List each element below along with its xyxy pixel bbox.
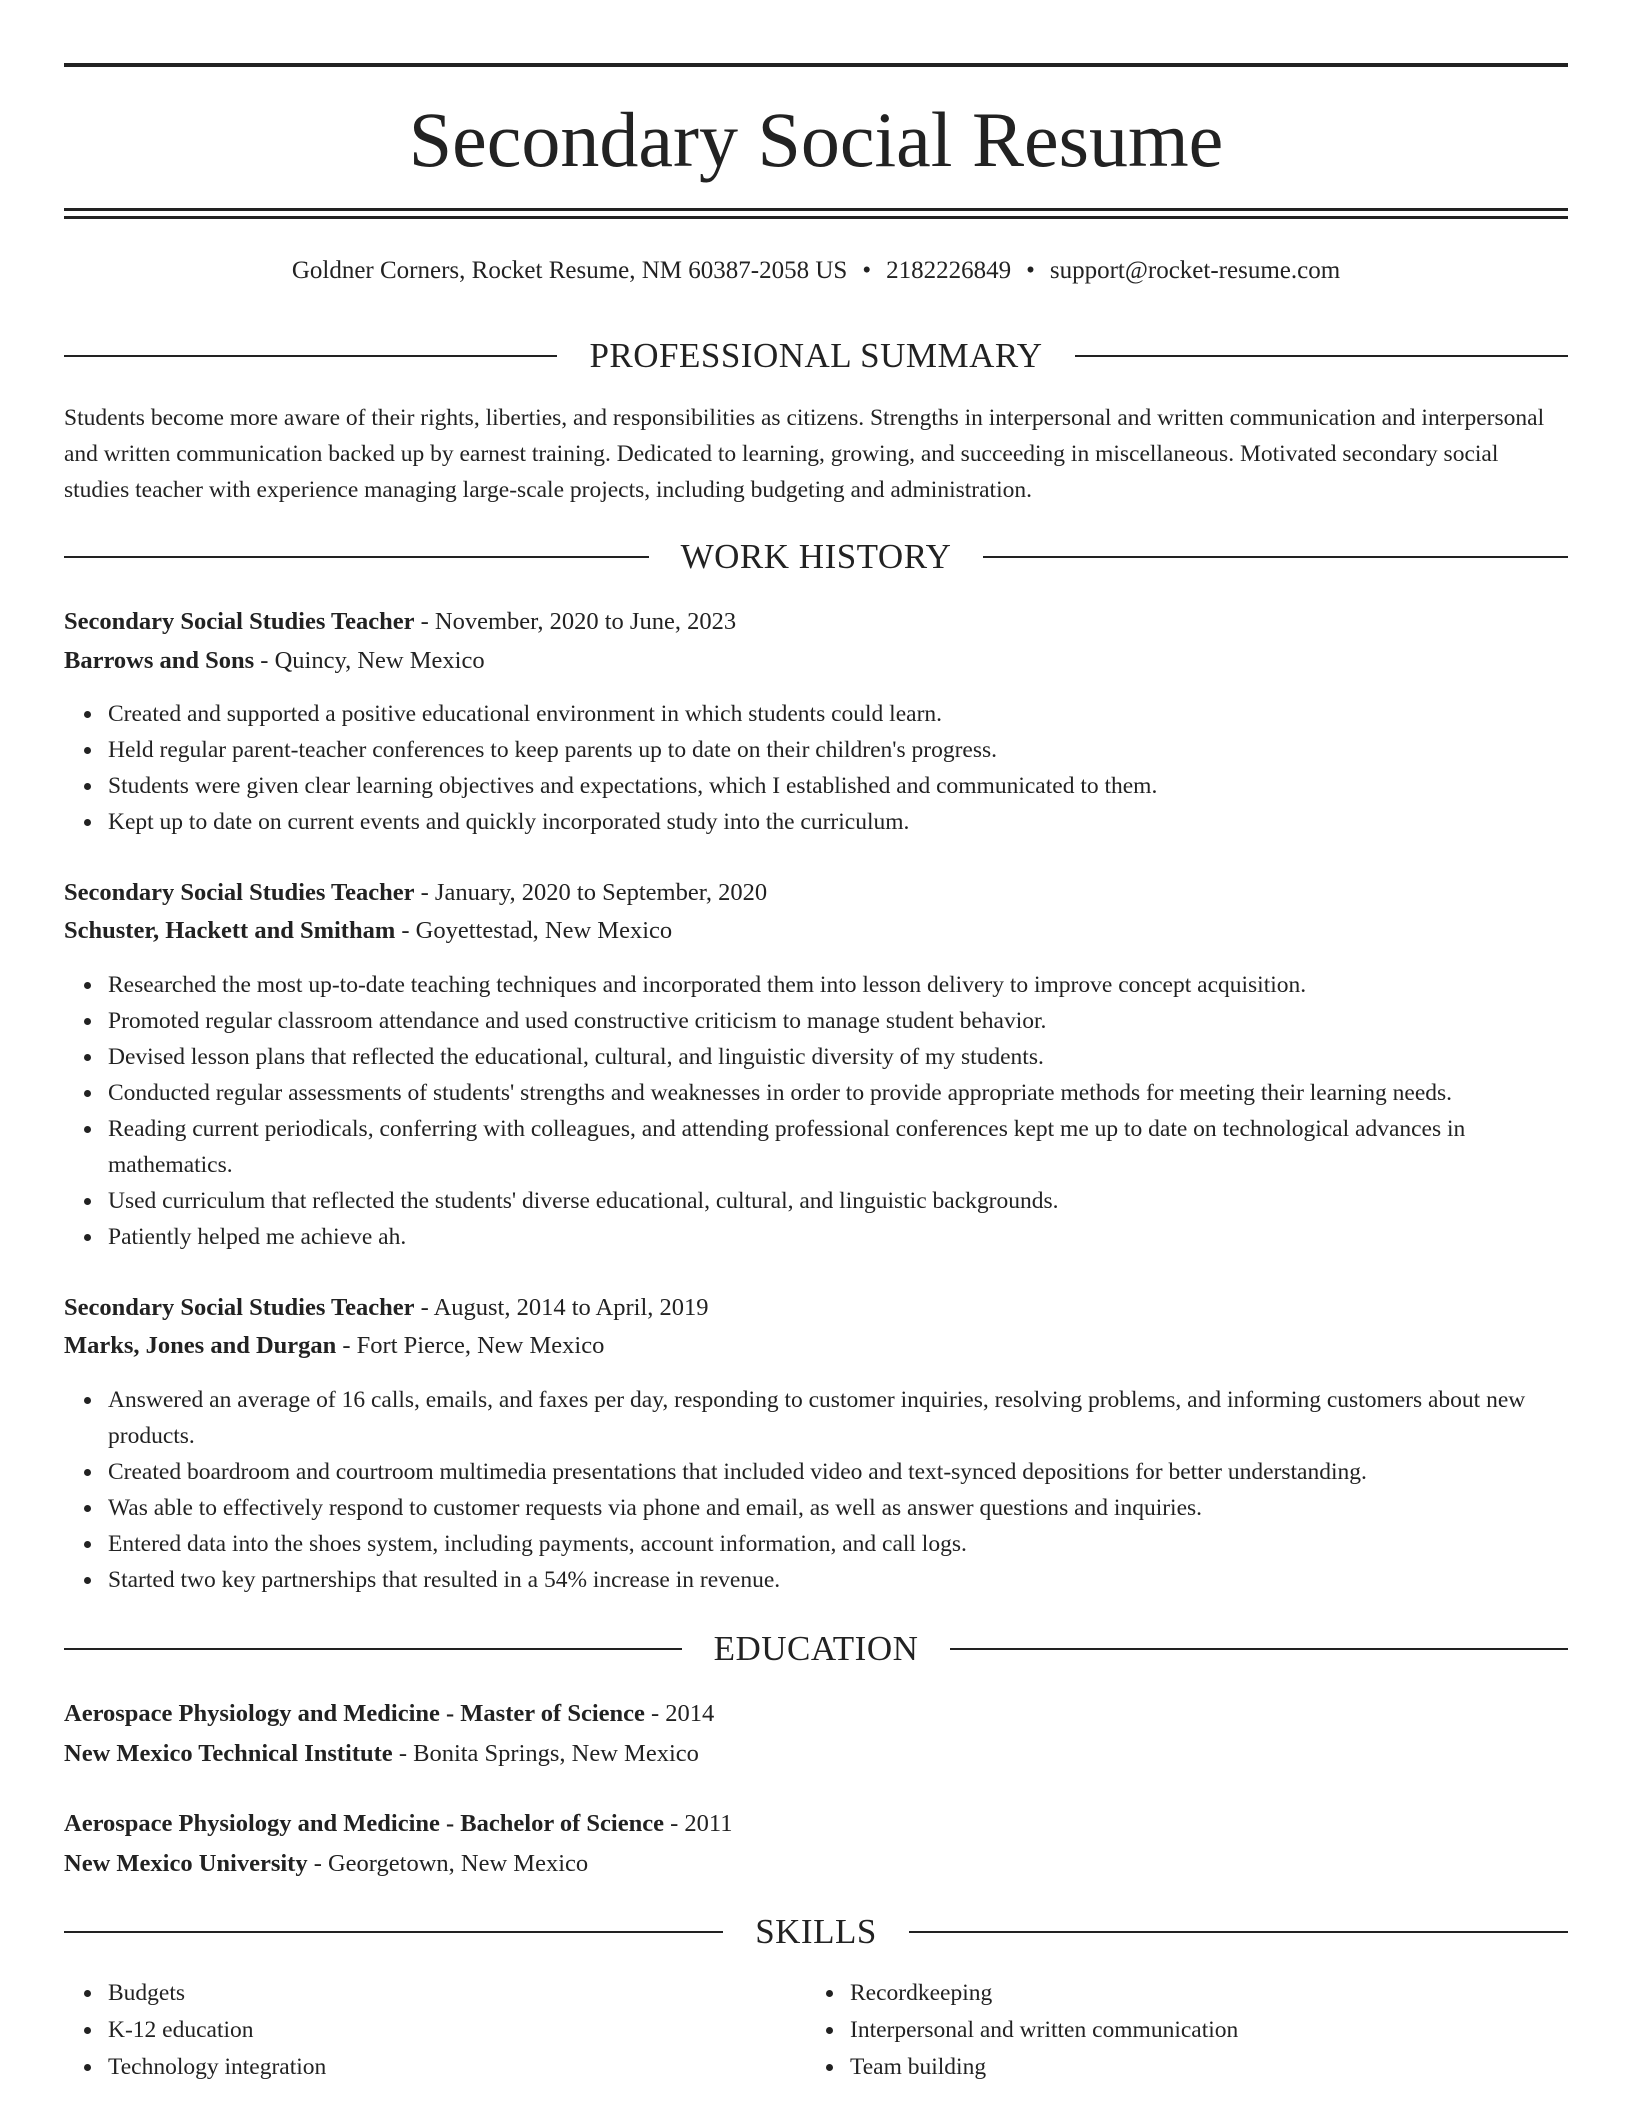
- education-location: - Georgetown, New Mexico: [313, 1850, 589, 1877]
- education-school: New Mexico University: [64, 1850, 308, 1877]
- education-school-line: [64, 1846, 1568, 1882]
- list-item: Created boardroom and courtroom multimedia presentations that included video and text-synced depositions for better understanding.: [108, 1454, 1568, 1490]
- education-school-line: [64, 1736, 1568, 1772]
- list-item: Devised lesson plans that reflected the educational, cultural, and linguistic diversity of my students.: [108, 1039, 1568, 1075]
- heading-rule-right: [1075, 355, 1568, 357]
- header-top-rule: [64, 63, 1568, 67]
- heading-rule-left: [64, 556, 649, 558]
- job-title: Secondary Social Studies Teacher: [64, 879, 415, 906]
- heading-rule-right: [983, 556, 1568, 558]
- education-location: - Bonita Springs, New Mexico: [398, 1740, 699, 1767]
- education-section-heading: [64, 1629, 1568, 1669]
- skill-item: K-12 education: [108, 2012, 748, 2049]
- heading-rule-right: [909, 1931, 1568, 1933]
- header-double-rule-lower: [64, 216, 1568, 219]
- skills-section-heading: [64, 1912, 1568, 1952]
- job-company-line: [64, 913, 1568, 949]
- list-item: Students were given clear learning objectives and expectations, which I established and communicated to them.: [108, 768, 1568, 804]
- list-item: Researched the most up-to-date teaching techniques and incorporated them into lesson delivery to improve concept acquisition.: [108, 967, 1568, 1003]
- education-heading-label: EDUCATION: [713, 1629, 919, 1668]
- list-item: Patiently helped me achieve ah.: [108, 1219, 1568, 1255]
- job-company-line: [64, 643, 1568, 679]
- skills-heading-label: SKILLS: [755, 1912, 877, 1951]
- education-degree-line: [64, 1696, 1568, 1732]
- education-year: - 2014: [651, 1700, 715, 1727]
- education-year: - 2011: [670, 1810, 733, 1837]
- list-item: Entered data into the shoes system, including payments, account information, and call logs.: [108, 1526, 1568, 1562]
- summary-section-heading: [64, 336, 1568, 376]
- heading-rule-left: [64, 355, 557, 357]
- job-location: - Quincy, New Mexico: [260, 647, 485, 674]
- list-item: Reading current periodicals, conferring with colleagues, and attending professional conferences kept me up to date on technological advances in mathematics.: [108, 1111, 1568, 1183]
- job-dates: - January, 2020 to September, 2020: [420, 879, 768, 906]
- skills-list-left: [64, 1975, 748, 2086]
- list-item: Kept up to date on current events and quickly incorporated study into the curriculum.: [108, 804, 1568, 840]
- skill-item: Budgets: [108, 1975, 748, 2012]
- resume-title: Secondary Social Resume: [408, 96, 1224, 183]
- job-company: Barrows and Sons: [64, 647, 255, 674]
- contact-line: [64, 254, 1568, 288]
- work-section-heading: [64, 537, 1568, 577]
- list-item: Used curriculum that reflected the students' diverse educational, cultural, and linguistic backgrounds.: [108, 1183, 1568, 1219]
- skill-item: Interpersonal and written communication: [850, 2012, 1490, 2049]
- contact-address: Goldner Corners, Rocket Resume, NM 60387-2058 US: [291, 257, 848, 284]
- skills-list-right: [806, 1975, 1490, 2086]
- education-school: New Mexico Technical Institute: [64, 1740, 393, 1767]
- list-item: Started two key partnerships that resulted in a 54% increase in revenue.: [108, 1562, 1568, 1598]
- contact-phone: 2182226849: [886, 257, 1012, 284]
- contact-separator: •: [862, 257, 872, 284]
- job-dates: - November, 2020 to June, 2023: [420, 608, 737, 635]
- job-bullets: [64, 696, 1568, 840]
- heading-rule-right: [950, 1648, 1568, 1650]
- education-degree: Aerospace Physiology and Medicine - Bachelor of Science: [64, 1810, 664, 1837]
- job-company-line: [64, 1328, 1568, 1364]
- heading-rule-left: [64, 1648, 682, 1650]
- job-dates: - August, 2014 to April, 2019: [420, 1294, 709, 1321]
- list-item: Answered an average of 16 calls, emails, and faxes per day, responding to customer inquiries, resolving problems, and informing customers about new products.: [108, 1382, 1568, 1454]
- job-bullets: [64, 967, 1568, 1255]
- job-title-line: [64, 1290, 1568, 1326]
- education-degree: Aerospace Physiology and Medicine - Master of Science: [64, 1700, 645, 1727]
- job-bullets: [64, 1382, 1568, 1598]
- job-title-line: [64, 875, 1568, 911]
- contact-separator: •: [1026, 257, 1035, 284]
- summary-heading-label: PROFESSIONAL SUMMARY: [589, 336, 1043, 375]
- list-item: Was able to effectively respond to customer requests via phone and email, as well as answer questions and inquiries.: [108, 1490, 1568, 1526]
- contact-email: support@rocket-resume.com: [1049, 257, 1341, 284]
- skill-item: Recordkeeping: [850, 1975, 1490, 2012]
- job-title: Secondary Social Studies Teacher: [64, 1294, 415, 1321]
- list-item: Held regular parent-teacher conferences to keep parents up to date on their children's progress.: [108, 732, 1568, 768]
- skill-item: Technology integration: [108, 2049, 748, 2086]
- list-item: Conducted regular assessments of students' strengths and weaknesses in order to provide appropriate methods for meeting their learning needs.: [108, 1075, 1568, 1111]
- job-title: Secondary Social Studies Teacher: [64, 608, 415, 635]
- education-degree-line: [64, 1806, 1568, 1842]
- job-company: Schuster, Hackett and Smitham: [64, 917, 396, 944]
- list-item: Promoted regular classroom attendance and used constructive criticism to manage student behavior.: [108, 1003, 1568, 1039]
- job-company: Marks, Jones and Durgan: [64, 1332, 337, 1359]
- job-location: - Fort Pierce, New Mexico: [342, 1332, 605, 1359]
- heading-rule-left: [64, 1931, 723, 1933]
- list-item: Created and supported a positive educational environment in which students could learn.: [108, 696, 1568, 732]
- job-title-line: [64, 604, 1568, 640]
- summary-text: Students become more aware of their rights, liberties, and responsibilities as citizens. Strengths in interpersonal and written communication and interpersonal and written communication backed up by earnest training. Dedicated to learning, growing, and succeeding in miscellaneous. Motivated secondary social studies teacher with experience managing large-scale projects, including budgeting and administration.: [64, 405, 1545, 503]
- header-double-rule-upper: [64, 208, 1568, 211]
- skill-item: Team building: [850, 2049, 1490, 2086]
- job-location: - Goyettestad, New Mexico: [401, 917, 673, 944]
- work-heading-label: WORK HISTORY: [680, 537, 952, 576]
